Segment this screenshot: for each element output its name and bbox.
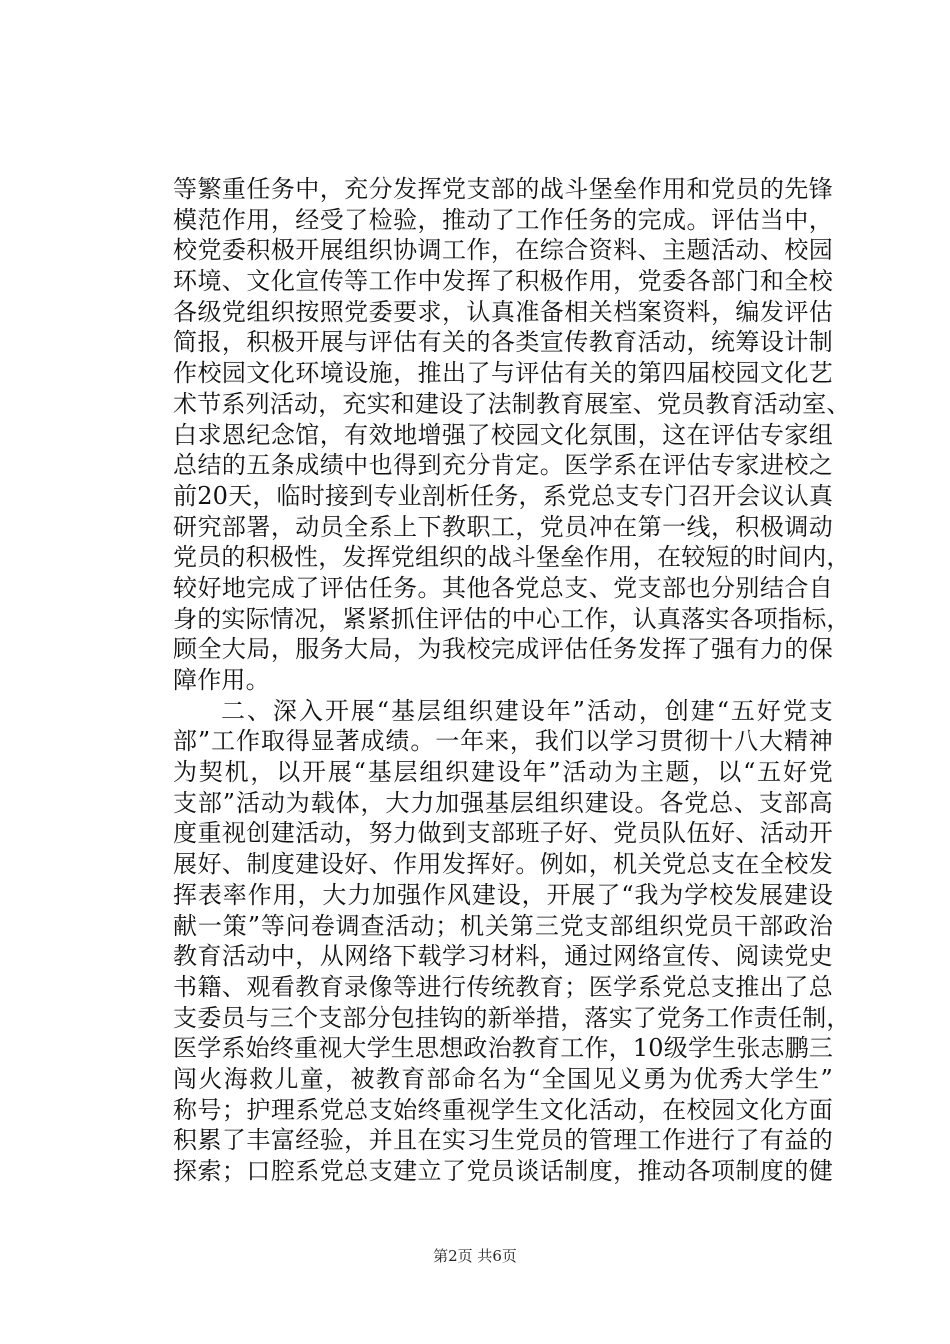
text-line: 等繁重任务中，充分发挥党支部的战斗堡垒作用和党员的先锋 bbox=[173, 175, 833, 203]
text-line: 党员的积极性，发挥党组织的战斗堡垒作用，在较短的时间内， bbox=[173, 543, 851, 572]
text-line: 顾全大局，服务大局，为我校完成评估任务发挥了强有力的保 bbox=[173, 635, 833, 664]
text-line: 度重视创建活动，努力做到支部班子好、党员队伍好、活动开 bbox=[173, 819, 833, 848]
text-line: 前20天，临时接到专业剖析任务，系党总支专门召开会议认真 bbox=[173, 481, 834, 510]
document-body bbox=[173, 174, 851, 1187]
text-line: 术节系列活动，充实和建设了法制教育展室、党员教育活动室、 bbox=[173, 389, 851, 418]
text-line: 探索；口腔系党总支建立了党员谈话制度，推动各项制度的健 bbox=[173, 1157, 833, 1185]
text-line: 献一策”等问卷调查活动；机关第三党支部组织党员干部政治 bbox=[173, 911, 833, 940]
section-heading-line: 二、深入开展“基层组织建设年”活动，创建“五好党支 bbox=[221, 696, 833, 725]
text-line: 支委员与三个支部分包挂钩的新举措，落实了党务工作责任制， bbox=[173, 1003, 851, 1032]
text-line: 教育活动中，从网络下载学习材料，通过网络宣传、阅读党史 bbox=[173, 942, 833, 971]
text-line: 展好、制度建设好、作用发挥好。例如，机关党总支在全校发 bbox=[173, 850, 833, 879]
text-line: 为契机，以开展“基层组织建设年”活动为主题，以“五好党 bbox=[173, 758, 833, 787]
text-line: 各级党组织按照党委要求，认真准备相关档案资料，编发评估 bbox=[173, 297, 833, 326]
text-line: 总结的五条成绩中也得到充分肯定。医学系在评估专家进校之 bbox=[173, 451, 833, 480]
text-line: 研究部署，动员全系上下教职工，党员冲在第一线，积极调动 bbox=[173, 512, 833, 541]
text-line: 身的实际情况，紧紧抓住评估的中心工作，认真落实各项指标， bbox=[173, 604, 851, 633]
text-line: 部”工作取得显著成绩。一年来，我们以学习贯彻十八大精神 bbox=[173, 727, 833, 756]
text-line: 模范作用，经受了检验，推动了工作任务的完成。评估当中， bbox=[173, 205, 833, 234]
text-line: 白求恩纪念馆，有效地增强了校园文化氛围，这在评估专家组 bbox=[173, 420, 833, 449]
text-line: 积累了丰富经验，并且在实习生党员的管理工作进行了有益的 bbox=[173, 1126, 833, 1155]
text-line: 闯火海救儿童，被教育部命名为“全国见义勇为优秀大学生” bbox=[173, 1064, 833, 1093]
text-line: 简报，积极开展与评估有关的各类宣传教育活动，统筹设计制 bbox=[173, 328, 833, 357]
text-line: 称号；护理系党总支始终重视学生文化活动，在校园文化方面 bbox=[173, 1095, 833, 1124]
text-line: 医学系始终重视大学生思想政治教育工作，10级学生张志鹏三 bbox=[173, 1034, 834, 1063]
text-line: 校党委积极开展组织协调工作，在综合资料、主题活动、校园 bbox=[173, 236, 833, 265]
text-line: 障作用。 bbox=[173, 666, 270, 694]
text-line: 书籍、观看教育录像等进行传统教育；医学系党总支推出了总 bbox=[173, 972, 833, 1001]
text-line: 挥表率作用，大力加强作风建设，开展了“我为学校发展建设 bbox=[173, 880, 833, 909]
text-line: 环境、文化宣传等工作中发挥了积极作用，党委各部门和全校 bbox=[173, 267, 833, 296]
text-line: 较好地完成了评估任务。其他各党总支、党支部也分别结合自 bbox=[173, 573, 833, 602]
text-line: 作校园文化环境设施，推出了与评估有关的第四届校园文化艺 bbox=[173, 359, 833, 388]
page-number-footer: 第2页 共6页 bbox=[433, 1247, 517, 1265]
text-line: 支部”活动为载体，大力加强基层组织建设。各党总、支部高 bbox=[173, 788, 833, 817]
